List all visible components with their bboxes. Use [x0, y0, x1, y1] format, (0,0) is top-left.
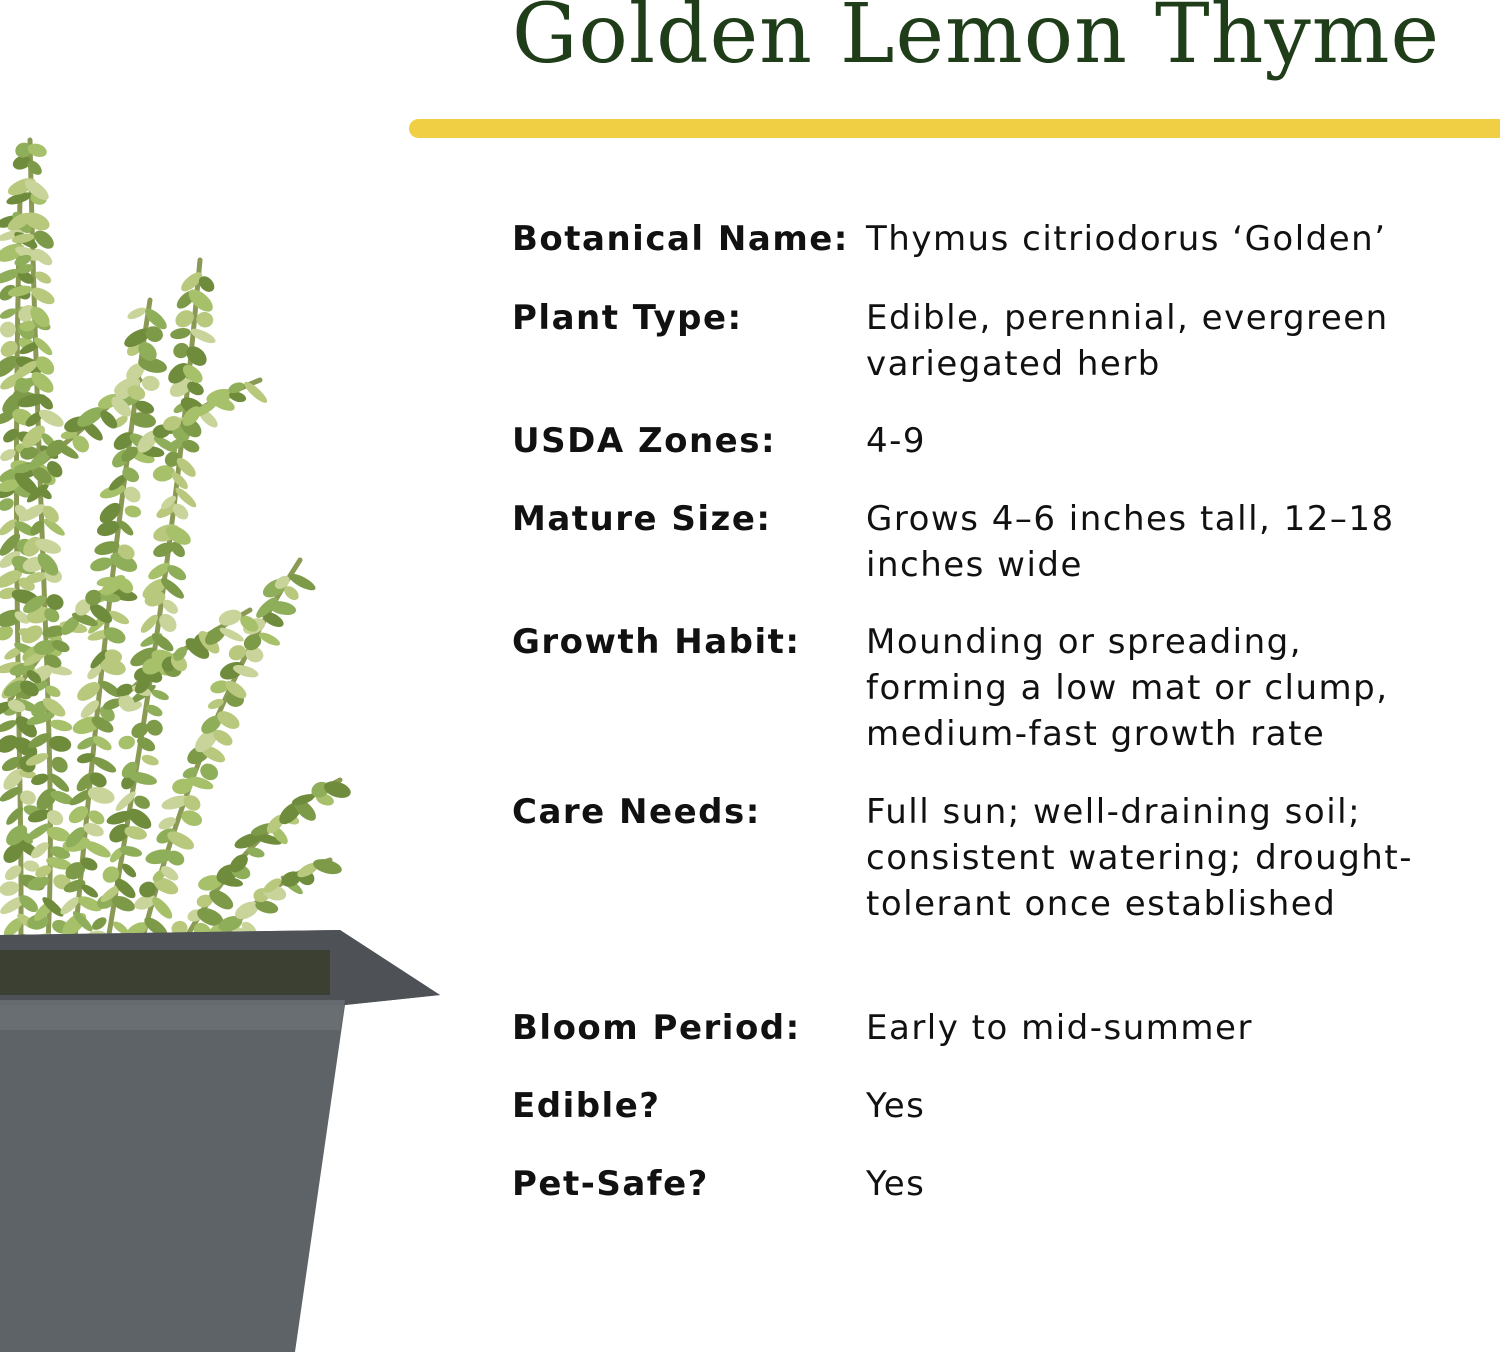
spec-value: Yes — [866, 1164, 926, 1204]
spec-value: Grows 4–6 inches tall, 12–18 inches wide — [866, 499, 1395, 585]
leaf-shape — [140, 753, 160, 767]
title-underline-bar — [409, 119, 1500, 138]
spec-value: Edible, perennial, evergreen variegated herb — [866, 298, 1389, 384]
spec-label: Botanical Name: — [512, 219, 849, 259]
spec-value: 4-9 — [866, 421, 927, 461]
spec-label: Pet-Safe? — [512, 1164, 709, 1204]
leaf-shape — [49, 718, 73, 734]
leaf-shape — [169, 326, 191, 340]
leaf-shape — [0, 879, 21, 897]
leaf-shape — [88, 555, 114, 574]
plant-in-pot-image — [0, 100, 450, 1352]
spec-label: USDA Zones: — [512, 421, 777, 461]
spec-value: Full sun; well-draining soil; consistent watering; drought-tolerant once established — [866, 792, 1413, 924]
spec-label: Edible? — [512, 1086, 661, 1126]
spec-value: Yes — [866, 1086, 926, 1126]
spec-value: Early to mid-summer — [866, 1008, 1253, 1048]
spec-label: Growth Habit: — [512, 622, 801, 662]
spec-label: Plant Type: — [512, 298, 743, 338]
leaf-shape — [143, 717, 166, 739]
leaf-shape — [0, 496, 16, 513]
leaf-shape — [117, 734, 136, 751]
page-title: Golden Lemon Thyme — [512, 0, 1441, 82]
leaf-shape — [124, 504, 143, 519]
spec-label: Bloom Period: — [512, 1008, 801, 1048]
spec-label: Care Needs: — [512, 792, 761, 832]
spec-label: Mature Size: — [512, 499, 772, 539]
leaf-shape — [0, 718, 18, 735]
spec-value: Mounding or spreading, forming a low mat or clump, medium-fast growth rate — [866, 622, 1389, 754]
spec-value: Thymus citriodorus ‘Golden’ — [866, 219, 1387, 259]
